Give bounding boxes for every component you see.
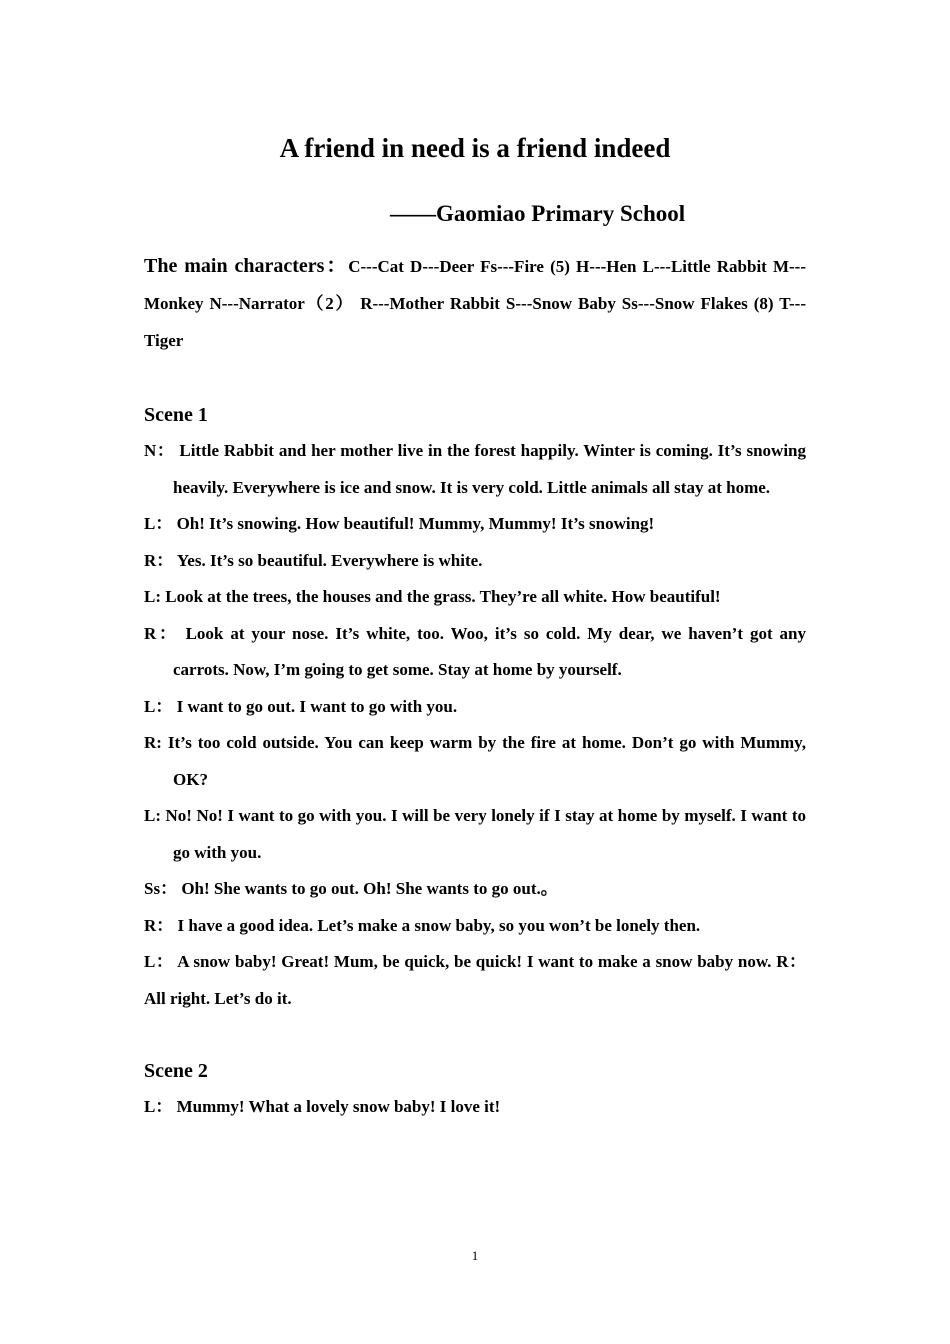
page-number: 1 bbox=[471, 1248, 479, 1263]
dialogue-line: L： A snow baby! Great! Mum, be quick, be quick! I want to make a snow baby now. R： All right. Let’s do it. bbox=[144, 952, 806, 1008]
characters-list bbox=[144, 248, 806, 359]
document-title: A friend in need is a friend indeed bbox=[279, 133, 671, 163]
dialogue-line: R: It’s too cold outside. You can keep warm by the fire at home. Don’t go with Mummy, OK? bbox=[144, 733, 806, 789]
dialogue-line: R： Look at your nose. It’s white, too. Woo, it’s so cold. My dear, we haven’t got any carrots. Now, I’m going to get some. Stay at home by yourself. bbox=[144, 623, 806, 679]
characters-lead: The main characters： bbox=[144, 255, 349, 277]
dialogue-line: R： Yes. It’s so beautiful. Everywhere is white. bbox=[144, 550, 483, 570]
scene-1-heading: Scene 1 bbox=[144, 404, 208, 426]
dialogue-line: L: Look at the trees, the houses and the grass. They’re all white. How beautiful! bbox=[144, 587, 721, 606]
document-author: ——Gaomiao Primary School bbox=[390, 201, 686, 226]
dialogue-line: Ss： Oh! She wants to go out. Oh! She wants to go out.。 bbox=[144, 879, 558, 898]
scene-2-heading: Scene 2 bbox=[144, 1060, 208, 1082]
dialogue-line: R： I have a good idea. Let’s make a snow baby, so you won’t be lonely then. bbox=[144, 915, 701, 935]
dialogue-line: L： I want to go out. I want to go with you. bbox=[144, 696, 458, 716]
dialogue-line: N： Little Rabbit and her mother live in the forest happily. Winter is coming. It’s snowing heavily. Everywhere is ice and snow. It is very cold. Little animals all stay at home. bbox=[144, 441, 806, 497]
document-body bbox=[144, 248, 806, 1126]
dialogue-line: L: No! No! I want to go with you. I will be very lonely if I stay at home by myself. I want to go with you. bbox=[144, 806, 806, 862]
characters-entries: C---Cat D---Deer Fs---Fire (5) H---Hen L---Little Rabbit M---Monkey N---Narrator（2） R---Mother Rabbit S---Snow Baby Ss---Snow Flakes (8) T---Tiger bbox=[144, 257, 806, 350]
dialogue-line: L： Oh! It’s snowing. How beautiful! Mummy, Mummy! It’s snowing! bbox=[144, 514, 655, 533]
dialogue-line: L： Mummy! What a lovely snow baby! I love it! bbox=[144, 1097, 501, 1116]
